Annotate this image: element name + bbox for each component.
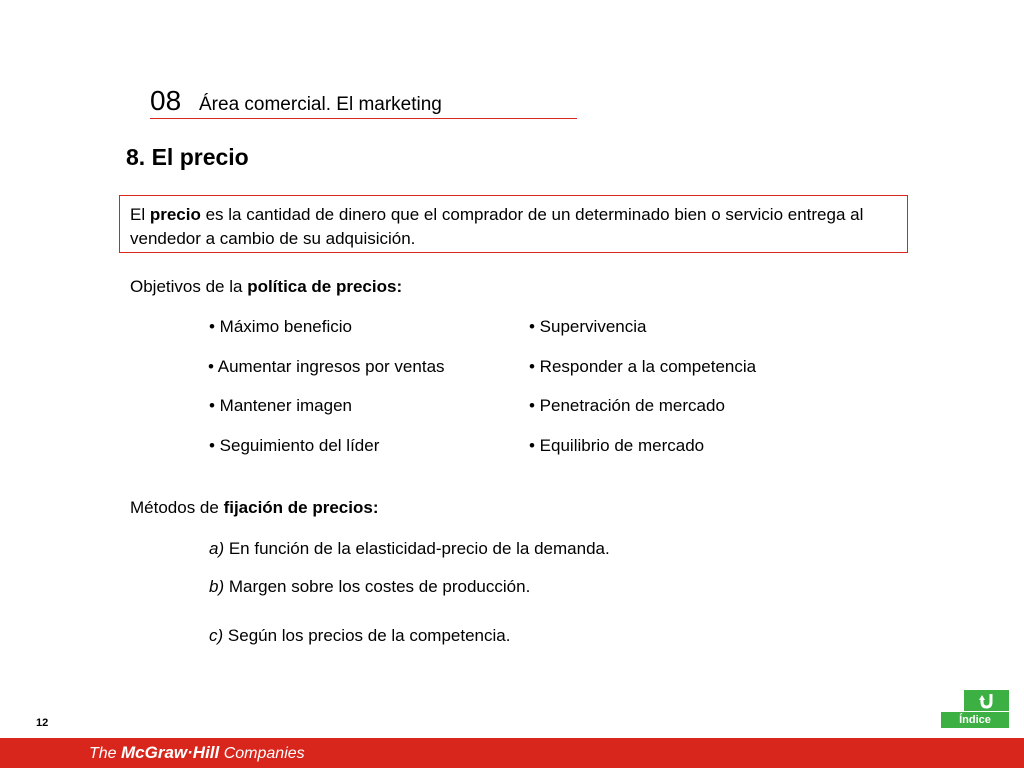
section-title: 8. El precio xyxy=(126,144,249,170)
definition-text: es la cantidad de dinero que el comprador de un determinado bien o servicio entrega al vendedor a cambio de su adquisición. xyxy=(130,205,864,248)
objective-item: • Supervivencia xyxy=(529,317,647,336)
method-text: En función de la elasticidad-precio de la demanda. xyxy=(224,539,610,558)
method-text: Margen sobre los costes de producción. xyxy=(224,577,531,596)
publisher-logo xyxy=(89,743,305,764)
objective-item: • Seguimiento del líder xyxy=(209,436,380,455)
method-letter: a) xyxy=(209,539,225,558)
footer-bar xyxy=(0,738,1024,768)
method-letter: b) xyxy=(209,577,225,596)
objectives-heading xyxy=(130,276,402,298)
logo-suffix: Companies xyxy=(219,745,305,762)
return-arrow-icon[interactable] xyxy=(964,690,1009,711)
definition-box xyxy=(119,195,908,253)
chapter-number: 08 xyxy=(150,85,182,116)
definition-lead: El xyxy=(130,205,150,224)
objective-item: • Equilibrio de mercado xyxy=(529,436,705,455)
index-button[interactable] xyxy=(941,690,1009,728)
objectives-heading-bold: política de precios: xyxy=(247,277,403,296)
methods-heading xyxy=(130,497,379,519)
logo-brand: McGraw·Hill xyxy=(121,743,220,762)
method-letter: c) xyxy=(209,626,224,645)
logo-prefix: The xyxy=(89,745,122,762)
methods-heading-bold: fijación de precios: xyxy=(223,498,379,517)
chapter-title: Área comercial. El marketing xyxy=(199,94,442,115)
method-item xyxy=(209,625,510,647)
method-text: Según los precios de la competencia. xyxy=(223,626,511,645)
objective-item: • Mantener imagen xyxy=(209,396,352,415)
objective-item: • Máximo beneficio xyxy=(209,317,352,336)
method-item xyxy=(209,576,530,598)
method-item xyxy=(209,538,610,560)
definition-term: precio xyxy=(149,205,201,224)
methods-heading-prefix: Métodos de xyxy=(130,498,224,517)
header-divider xyxy=(150,118,577,119)
objective-item: • Responder a la competencia xyxy=(529,357,757,376)
objective-item: • Penetración de mercado xyxy=(529,396,725,415)
objective-item: • Aumentar ingresos por ventas xyxy=(208,357,445,376)
objectives-heading-prefix: Objetivos de la xyxy=(130,277,248,296)
index-label[interactable]: Índice xyxy=(941,712,1009,728)
return-arrow-glyph xyxy=(978,692,996,710)
page-number: 12 xyxy=(36,717,49,729)
